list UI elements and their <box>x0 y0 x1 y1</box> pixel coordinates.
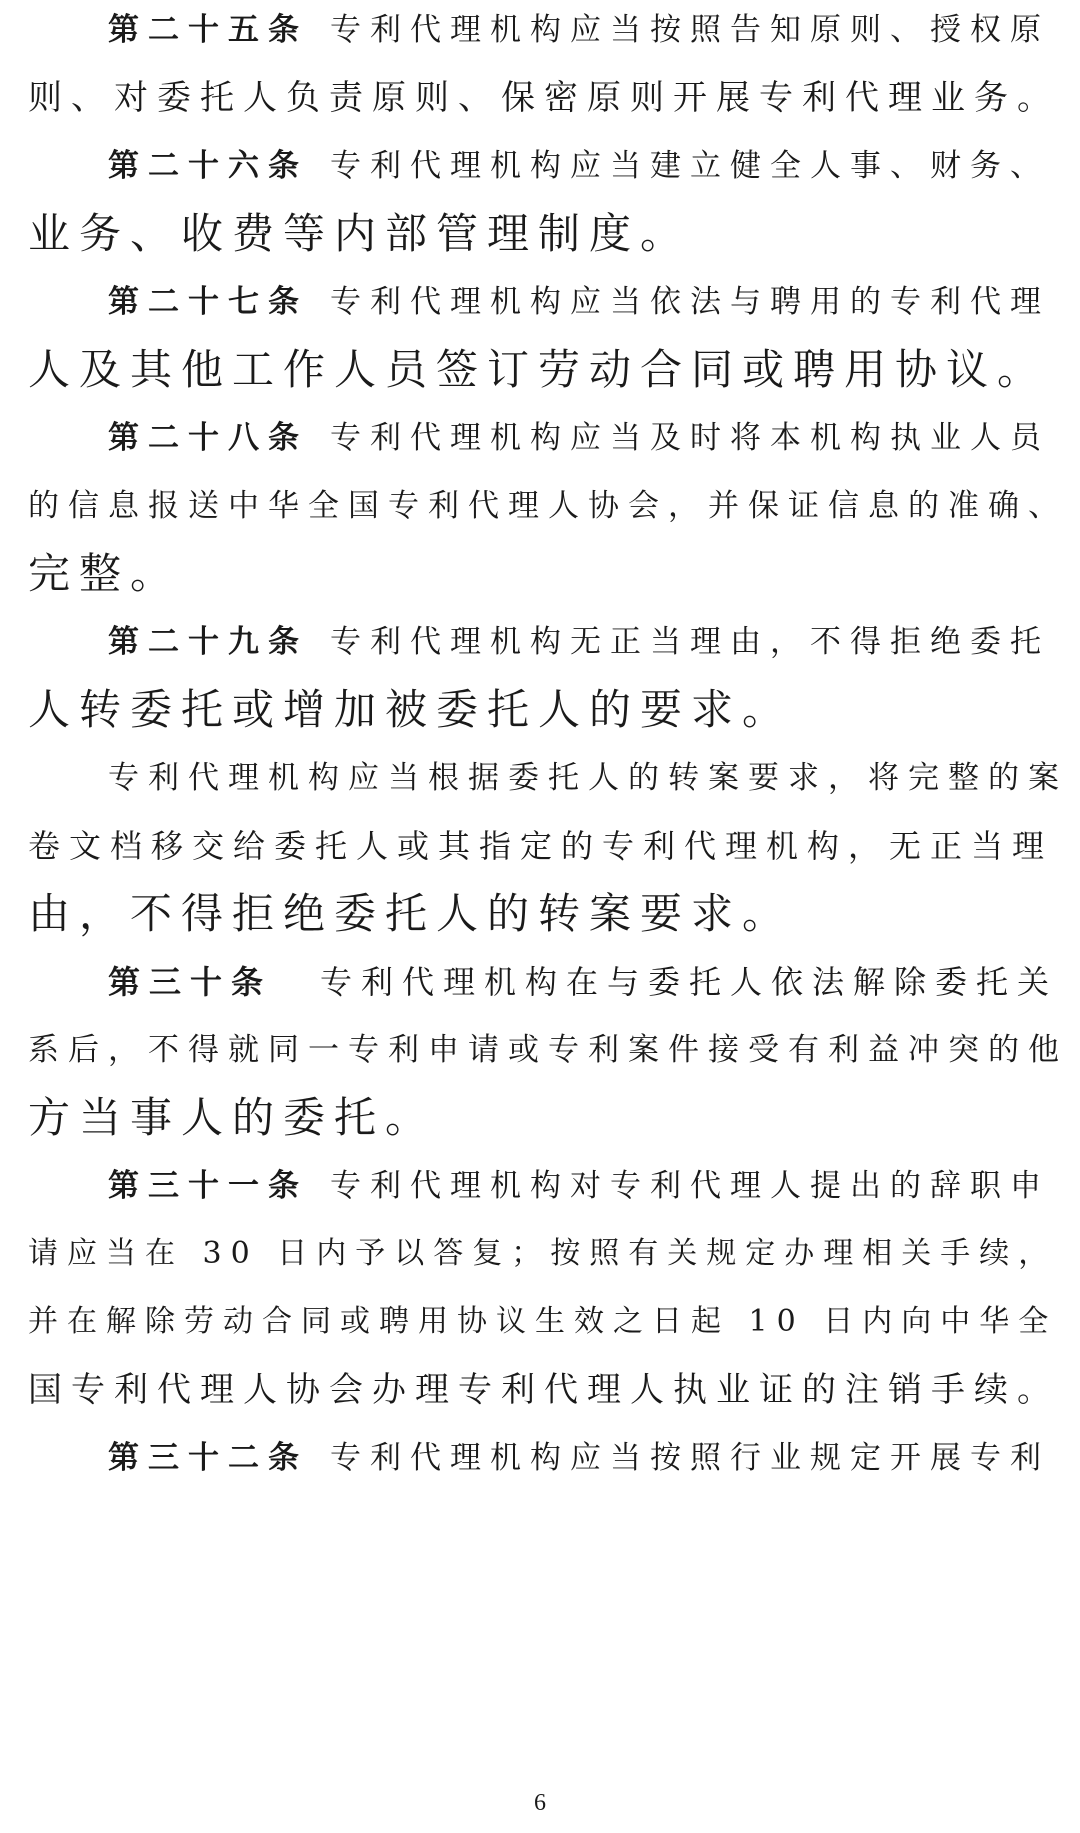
article-29-paragraph-2-line-1: 专利代理机构应当根据委托人的转案要求，将完整的案 <box>108 760 1068 796</box>
article-26-first-line <box>108 136 1068 196</box>
article-25-first-line <box>108 0 1068 60</box>
article-29-line-2: 人转委托或增加被委托人的要求。 <box>28 685 794 734</box>
article-29-paragraph-2-line-3: 由，不得拒绝委托人的转案要求。 <box>28 889 794 938</box>
article-number: 第三十一条 <box>108 1168 308 1204</box>
article-27-first-line <box>108 272 1068 332</box>
article-27-line-2: 人及其他工作人员签订劳动合同或聘用协议。 <box>28 345 1049 394</box>
article-31-line-4: 国专利代理人协会办理专利代理人执业证的注销手续。 <box>28 1370 1060 1410</box>
article-text: 专利代理机构在与委托人依法解除委托关 <box>320 963 1059 1001</box>
article-29-first-line <box>108 612 1068 672</box>
article-30-line-2: 系后，不得就同一专利申请或专利案件接受有利益冲突的他 <box>28 1032 1068 1068</box>
article-number: 第二十六条 <box>108 148 308 184</box>
article-number: 第三十二条 <box>108 1440 308 1476</box>
article-32-first-line <box>108 1428 1068 1488</box>
article-28-line-2: 的信息报送中华全国专利代理人协会，并保证信息的准确、 <box>28 488 1068 524</box>
article-31-line-3: 并在解除劳动合同或聘用协议生效之日起 10 日内向中华全 <box>28 1304 1058 1339</box>
article-text: 专利代理机构对专利代理人提出的辞职申 <box>330 1168 1050 1204</box>
article-number: 第三十条 <box>108 963 273 1001</box>
article-number: 第二十五条 <box>108 12 308 48</box>
article-text: 专利代理机构应当按照告知原则、授权原 <box>330 12 1050 48</box>
article-30-line-3: 方当事人的委托。 <box>28 1093 437 1142</box>
article-text: 专利代理机构应当依法与聘用的专利代理 <box>330 284 1050 320</box>
article-number: 第二十八条 <box>108 420 308 456</box>
article-25-line-2: 则、对委托人负责原则、保密原则开展专利代理业务。 <box>28 78 1060 118</box>
article-text: 专利代理机构应当及时将本机构执业人员 <box>330 420 1050 456</box>
article-number: 第二十七条 <box>108 284 308 320</box>
page-number: 6 <box>534 1790 546 1816</box>
article-28-line-3: 完整。 <box>28 549 182 598</box>
article-31-line-2: 请应当在 30 日内予以答复；按照有关规定办理相关手续， <box>28 1236 1058 1271</box>
article-text: 专利代理机构应当建立健全人事、财务、 <box>330 148 1050 184</box>
article-30-first-line <box>108 952 1068 1012</box>
article-26-line-2: 业务、收费等内部管理制度。 <box>28 209 692 258</box>
article-text: 专利代理机构应当按照行业规定开展专利 <box>330 1440 1050 1476</box>
article-28-first-line <box>108 408 1068 468</box>
article-29-paragraph-2-line-2: 卷文档移交给委托人或其指定的专利代理机构，无正当理 <box>28 827 1054 865</box>
article-number: 第二十九条 <box>108 624 308 660</box>
article-31-first-line <box>108 1156 1068 1216</box>
article-text: 专利代理机构无正当理由，不得拒绝委托 <box>330 624 1050 660</box>
